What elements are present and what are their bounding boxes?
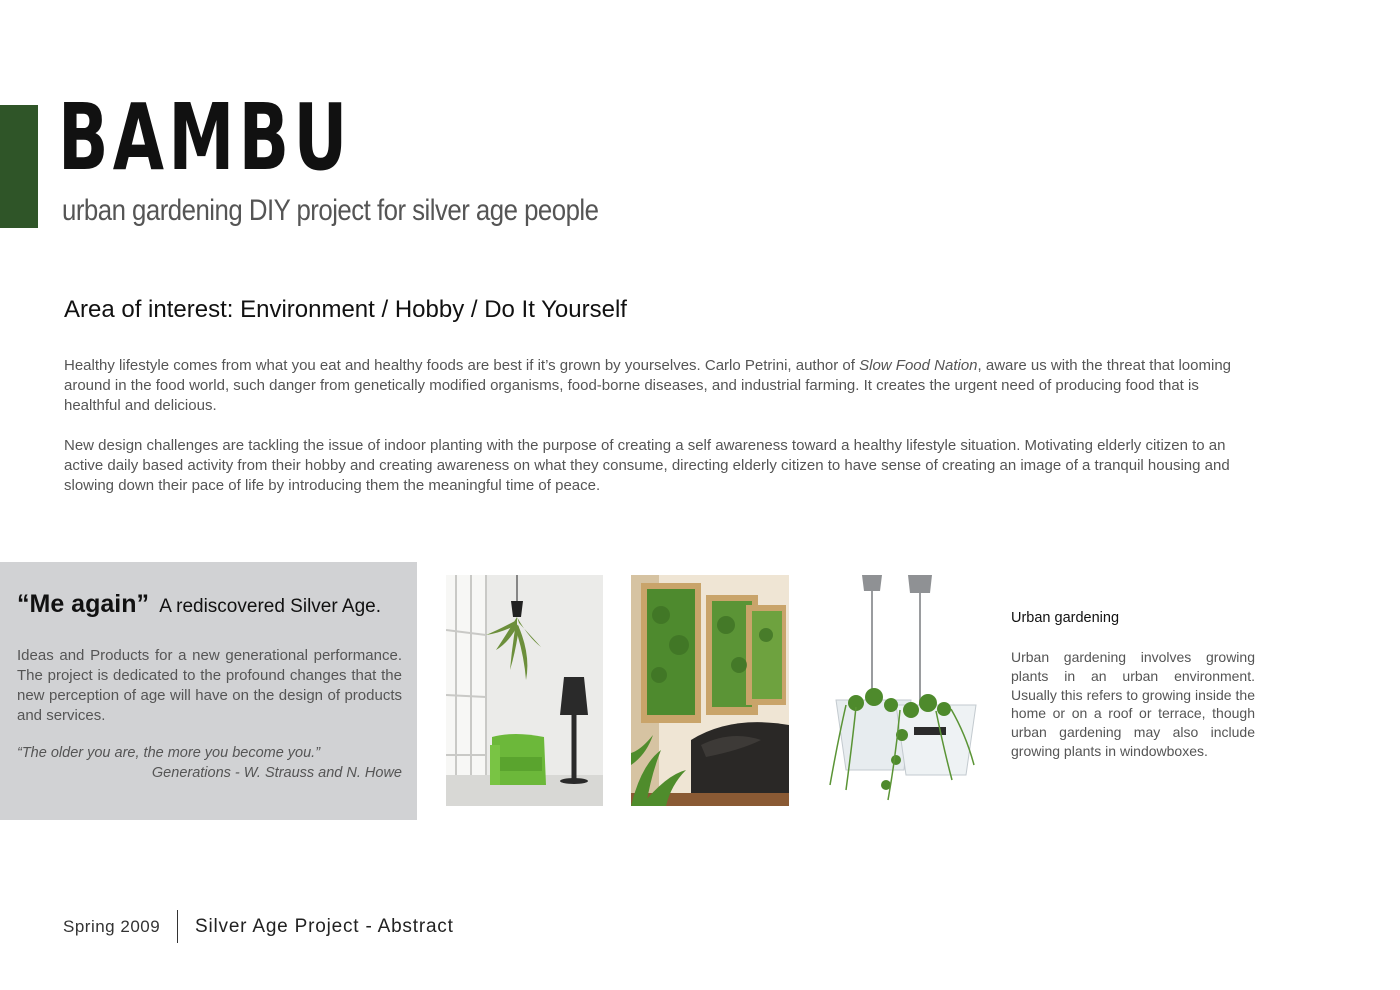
urban-gardening-body: Urban gardening involves growing plants in an urban environment. Usually this refers to growing inside the home or on a roof or terrace, though urban gardening may also include growing plants in windowboxes.	[1011, 649, 1255, 759]
intro-p1-after: , aware us with the threat that looming around in the food world, such danger from genetically modified organisms, food-borne diseases, and industrial farming. It creates the urgent need of producing food that is healthful and delicious.	[64, 357, 1232, 414]
header-accent-bar	[0, 105, 38, 228]
quote-author: Generations - W. Strauss and N. Howe	[151, 765, 402, 781]
quote-heading-rest: A rediscovered Silver Age.	[159, 596, 382, 617]
quote-text: “The older you are, the more you become you.”	[17, 745, 321, 761]
quote-heading	[17, 590, 381, 619]
photo-hanging-planters	[816, 575, 982, 806]
brand-subtitle: urban gardening DIY project for silver age people	[62, 194, 599, 227]
footer-project-title: Silver Age Project - Abstract	[195, 916, 454, 937]
footer-date: Spring 2009	[63, 917, 161, 936]
intro-paragraph-1	[64, 356, 1256, 416]
urban-gardening-title: Urban gardening	[1011, 610, 1120, 626]
book-title: Slow Food Nation	[859, 357, 978, 374]
photo-interior-armchair	[446, 575, 603, 806]
footer-divider	[177, 910, 178, 943]
brand-title: BAMBU	[58, 84, 352, 191]
quote-heading-strong: “Me again”	[17, 590, 149, 618]
section-heading: Area of interest: Environment / Hobby / Do It Yourself	[64, 296, 627, 323]
intro-p1-before: Healthy lifestyle comes from what you eat and healthy foods are best if it’s grown by yourselves. Carlo Petrini, author of	[64, 357, 860, 374]
intro-paragraph-2: New design challenges are tackling the issue of indoor planting with the purpose of creating a self awareness toward a healthy lifestyle situation. Motivating elderly citizen to an active daily based activity from their hobby and creating awareness on what they consume, directing elderly citizen to have sense of creating an image of a tranquil housing and slowing down their pace of life by introducing them the meaningful time of peace.	[64, 437, 1230, 494]
photo-vertical-garden	[631, 575, 789, 806]
intro-text	[64, 356, 1256, 516]
quote-body: Ideas and Products for a new generational performance. The project is dedicated to the profound changes that the new perception of age will have on the design of products and services.	[17, 647, 402, 724]
